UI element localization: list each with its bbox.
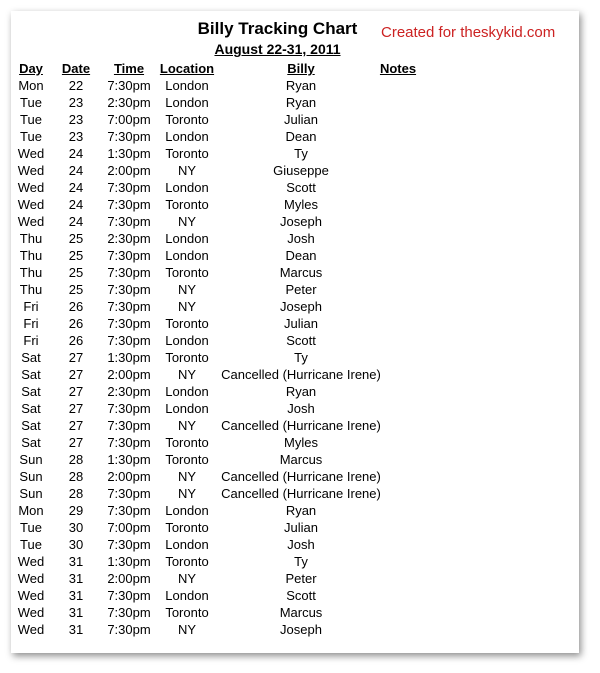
cell-billy: Ty: [294, 146, 308, 161]
table-row: [11, 570, 579, 587]
cell-day: Wed: [17, 146, 45, 161]
cell-time: 2:00pm: [107, 571, 151, 586]
cell-billy: Joseph: [280, 214, 322, 229]
cell-location: Toronto: [165, 520, 209, 535]
cell-location: Toronto: [165, 435, 209, 450]
table-row: [11, 536, 579, 553]
cell-day: Sat: [21, 435, 41, 450]
cell-billy: Peter: [285, 282, 317, 297]
cell-location: London: [165, 78, 209, 93]
cell-date: 27: [68, 350, 84, 365]
cell-date: 24: [68, 146, 84, 161]
cell-location: NY: [177, 622, 197, 637]
cell-billy: Julian: [284, 316, 318, 331]
table-row: [11, 366, 579, 383]
chart-date-range: August 22-31, 2011: [214, 41, 341, 57]
cell-location: Toronto: [165, 197, 209, 212]
cell-day: Thu: [19, 282, 43, 297]
cell-day: Mon: [18, 503, 44, 518]
cell-day: Wed: [17, 214, 45, 229]
cell-billy: Marcus: [279, 265, 323, 280]
cell-time: 1:30pm: [107, 146, 151, 161]
header-notes: Notes: [379, 61, 417, 76]
cell-location: London: [165, 129, 209, 144]
cell-time: 7:00pm: [107, 112, 151, 127]
cell-day: Mon: [18, 78, 44, 93]
cell-location: London: [165, 333, 209, 348]
cell-location: London: [165, 588, 209, 603]
cell-billy: Ty: [294, 554, 308, 569]
cell-day: Wed: [17, 571, 45, 586]
table-row: [11, 145, 579, 162]
cell-day: Sun: [19, 486, 43, 501]
cell-date: 23: [68, 129, 84, 144]
credit-text: Created for theskykid.com: [381, 24, 556, 41]
header-billy: Billy: [287, 61, 315, 76]
cell-time: 7:30pm: [107, 622, 151, 637]
chart-title: Billy Tracking Chart: [197, 19, 358, 38]
table-row: [11, 502, 579, 519]
table-row: [11, 621, 579, 638]
cell-date: 31: [68, 554, 84, 569]
cell-time: 2:30pm: [107, 95, 151, 110]
cell-billy: Dean: [285, 129, 317, 144]
table-row: [11, 349, 579, 366]
cell-location: London: [165, 231, 209, 246]
cell-day: Wed: [17, 197, 45, 212]
cell-billy: Ryan: [285, 78, 317, 93]
cell-time: 2:00pm: [107, 469, 151, 484]
cell-location: London: [165, 384, 209, 399]
cell-day: Sat: [21, 401, 41, 416]
table-row: [11, 315, 579, 332]
cell-billy: Josh: [287, 537, 315, 552]
cell-date: 31: [68, 588, 84, 603]
cell-billy: Ty: [294, 350, 308, 365]
cell-day: Sun: [19, 452, 43, 467]
cell-day: Fri: [23, 316, 39, 331]
cell-day: Fri: [23, 299, 39, 314]
table-row: [11, 400, 579, 417]
cell-day: Wed: [17, 622, 45, 637]
cell-date: 27: [68, 367, 84, 382]
cell-location: Toronto: [165, 112, 209, 127]
header-location: Location: [159, 61, 215, 76]
cell-time: 7:30pm: [107, 588, 151, 603]
cell-location: Toronto: [165, 146, 209, 161]
cell-day: Sat: [21, 350, 41, 365]
cell-location: London: [165, 248, 209, 263]
table-row: [11, 451, 579, 468]
cell-billy: Myles: [284, 435, 318, 450]
table-row: [11, 264, 579, 281]
cell-location: NY: [177, 469, 197, 484]
cell-day: Tue: [20, 537, 42, 552]
table-row: [11, 77, 579, 94]
cell-date: 24: [68, 180, 84, 195]
table-row: [11, 179, 579, 196]
table-row: [11, 111, 579, 128]
cell-time: 2:00pm: [107, 367, 151, 382]
cell-time: 2:30pm: [107, 384, 151, 399]
table-row: [11, 298, 579, 315]
cell-date: 26: [68, 333, 84, 348]
cell-day: Sun: [19, 469, 43, 484]
cell-time: 7:30pm: [107, 78, 151, 93]
cell-time: 7:30pm: [107, 129, 151, 144]
cell-time: 7:30pm: [107, 333, 151, 348]
cell-date: 29: [68, 503, 84, 518]
cell-date: 31: [68, 605, 84, 620]
cell-billy: Giuseppe: [273, 163, 329, 178]
cell-date: 31: [68, 622, 84, 637]
table-row: [11, 587, 579, 604]
table-row: [11, 128, 579, 145]
cell-time: 7:30pm: [107, 282, 151, 297]
cell-location: London: [165, 537, 209, 552]
table-row: [11, 332, 579, 349]
cell-date: 25: [68, 282, 84, 297]
table-row: [11, 604, 579, 621]
cell-day: Tue: [20, 129, 42, 144]
cell-location: London: [165, 401, 209, 416]
cell-day: Fri: [23, 333, 39, 348]
cell-location: NY: [177, 299, 197, 314]
table-row: [11, 247, 579, 264]
cell-time: 7:30pm: [107, 418, 151, 433]
cell-time: 1:30pm: [107, 554, 151, 569]
cell-location: Toronto: [165, 316, 209, 331]
table-header: [11, 60, 579, 77]
cell-billy: Scott: [286, 333, 316, 348]
cell-location: NY: [177, 282, 197, 297]
cell-time: 7:30pm: [107, 248, 151, 263]
cell-date: 25: [68, 248, 84, 263]
cell-time: 7:00pm: [107, 520, 151, 535]
cell-billy: Joseph: [280, 299, 322, 314]
cell-date: 28: [68, 469, 84, 484]
cell-location: Toronto: [165, 605, 209, 620]
cell-billy: Scott: [286, 588, 316, 603]
table-row: [11, 519, 579, 536]
cell-billy: Julian: [284, 112, 318, 127]
cell-day: Tue: [20, 95, 42, 110]
table-row: [11, 383, 579, 400]
cell-date: 27: [68, 384, 84, 399]
cell-location: Toronto: [165, 452, 209, 467]
cell-date: 24: [68, 197, 84, 212]
cell-time: 1:30pm: [107, 350, 151, 365]
cell-billy: Dean: [285, 248, 317, 263]
cell-billy: Marcus: [279, 452, 323, 467]
table-row: [11, 553, 579, 570]
cell-day: Wed: [17, 163, 45, 178]
cell-location: NY: [177, 486, 197, 501]
cell-time: 7:30pm: [107, 316, 151, 331]
cell-time: 7:30pm: [107, 605, 151, 620]
cell-day: Sat: [21, 367, 41, 382]
cell-billy: Josh: [287, 231, 315, 246]
cell-billy: Cancelled (Hurricane Irene): [221, 469, 381, 484]
cell-date: 28: [68, 486, 84, 501]
cell-date: 27: [68, 435, 84, 450]
cell-time: 1:30pm: [107, 452, 151, 467]
cell-time: 7:30pm: [107, 401, 151, 416]
table-row: [11, 230, 579, 247]
table-row: [11, 162, 579, 179]
tracking-chart-page: [11, 11, 579, 653]
cell-day: Wed: [17, 554, 45, 569]
cell-time: 7:30pm: [107, 435, 151, 450]
cell-time: 2:30pm: [107, 231, 151, 246]
cell-location: NY: [177, 214, 197, 229]
cell-time: 7:30pm: [107, 299, 151, 314]
cell-time: 7:30pm: [107, 180, 151, 195]
cell-billy: Ryan: [285, 95, 317, 110]
cell-date: 24: [68, 214, 84, 229]
cell-time: 7:30pm: [107, 265, 151, 280]
cell-billy: Cancelled (Hurricane Irene): [221, 486, 381, 501]
table-row: [11, 434, 579, 451]
table-row: [11, 281, 579, 298]
cell-day: Tue: [20, 112, 42, 127]
cell-date: 26: [68, 299, 84, 314]
cell-day: Tue: [20, 520, 42, 535]
cell-day: Wed: [17, 180, 45, 195]
cell-date: 25: [68, 265, 84, 280]
cell-day: Thu: [19, 231, 43, 246]
cell-location: Toronto: [165, 554, 209, 569]
cell-location: London: [165, 180, 209, 195]
cell-billy: Myles: [284, 197, 318, 212]
cell-billy: Cancelled (Hurricane Irene): [221, 367, 381, 382]
cell-date: 27: [68, 401, 84, 416]
cell-billy: Ryan: [285, 384, 317, 399]
cell-day: Sat: [21, 418, 41, 433]
cell-billy: Peter: [285, 571, 317, 586]
cell-location: London: [165, 503, 209, 518]
table-row: [11, 485, 579, 502]
cell-date: 23: [68, 112, 84, 127]
cell-date: 26: [68, 316, 84, 331]
cell-location: NY: [177, 163, 197, 178]
table-row: [11, 94, 579, 111]
cell-time: 7:30pm: [107, 503, 151, 518]
cell-date: 30: [68, 520, 84, 535]
header-date: Date: [61, 61, 91, 76]
cell-date: 31: [68, 571, 84, 586]
cell-day: Thu: [19, 265, 43, 280]
cell-location: Toronto: [165, 350, 209, 365]
table-row: [11, 417, 579, 434]
cell-date: 24: [68, 163, 84, 178]
cell-billy: Ryan: [285, 503, 317, 518]
table-row: [11, 196, 579, 213]
cell-time: 7:30pm: [107, 197, 151, 212]
cell-location: NY: [177, 571, 197, 586]
cell-day: Sat: [21, 384, 41, 399]
cell-billy: Marcus: [279, 605, 323, 620]
cell-billy: Joseph: [280, 622, 322, 637]
cell-date: 30: [68, 537, 84, 552]
header-time: Time: [113, 61, 145, 76]
cell-day: Wed: [17, 588, 45, 603]
cell-time: 7:30pm: [107, 486, 151, 501]
cell-time: 2:00pm: [107, 163, 151, 178]
cell-date: 25: [68, 231, 84, 246]
cell-billy: Cancelled (Hurricane Irene): [221, 418, 381, 433]
cell-location: London: [165, 95, 209, 110]
cell-billy: Scott: [286, 180, 316, 195]
cell-location: NY: [177, 367, 197, 382]
cell-location: Toronto: [165, 265, 209, 280]
cell-billy: Julian: [284, 520, 318, 535]
header-day: Day: [19, 61, 43, 76]
cell-day: Wed: [17, 605, 45, 620]
table-row: [11, 468, 579, 485]
cell-time: 7:30pm: [107, 214, 151, 229]
cell-day: Thu: [19, 248, 43, 263]
cell-date: 23: [68, 95, 84, 110]
cell-billy: Josh: [287, 401, 315, 416]
cell-date: 28: [68, 452, 84, 467]
cell-location: NY: [177, 418, 197, 433]
cell-time: 7:30pm: [107, 537, 151, 552]
cell-date: 27: [68, 418, 84, 433]
cell-date: 22: [68, 78, 84, 93]
table-row: [11, 213, 579, 230]
